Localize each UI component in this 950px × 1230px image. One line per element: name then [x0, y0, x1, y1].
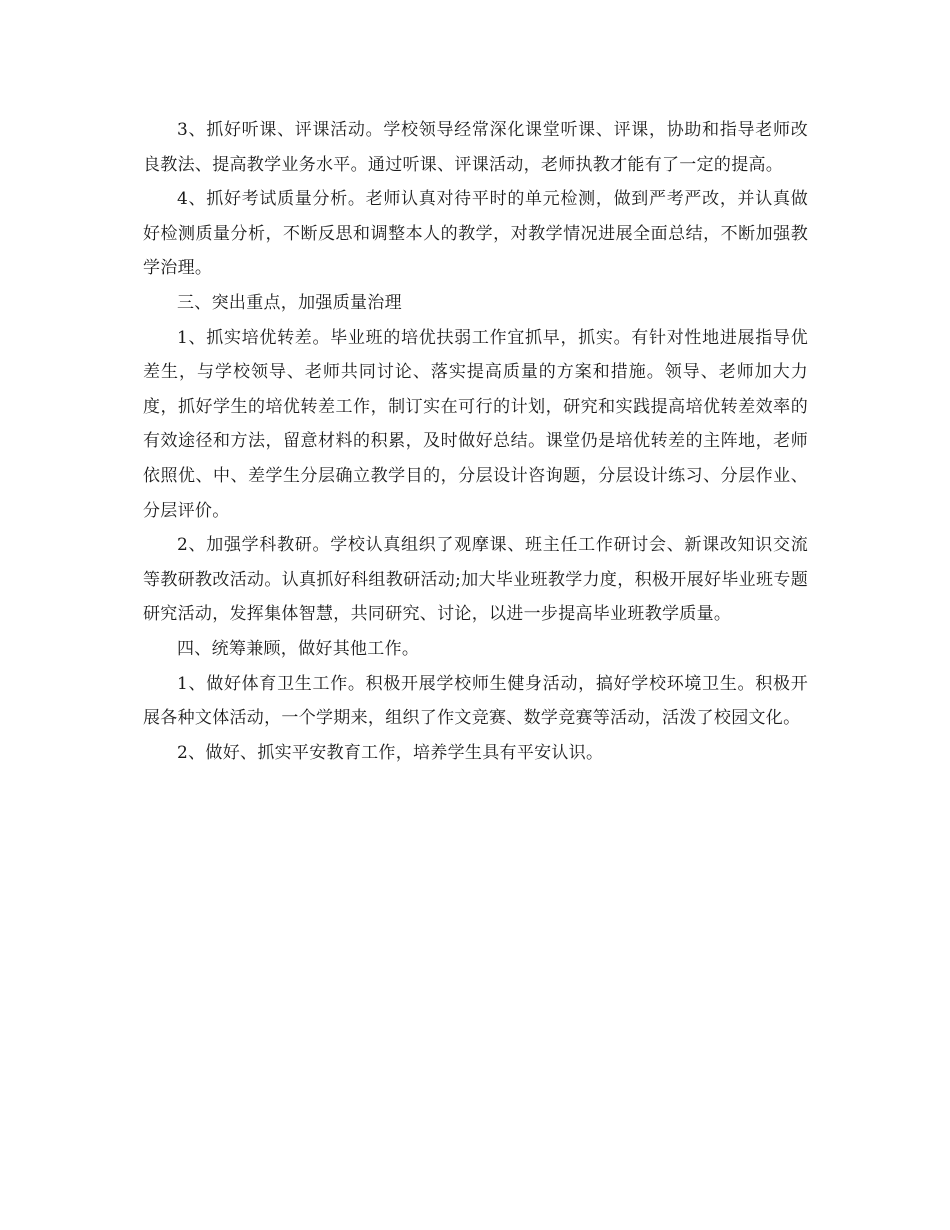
paragraph-sports-health: 1、做好体育卫生工作。积极开展学校师生健身活动，搞好学校环境卫生。积极开展各种文体活动，一个学期来，组织了作文竞赛、数学竞赛等活动，活泼了校园文化。 — [143, 673, 808, 729]
paragraph-tutoring: 1、抓实培优转差。毕业班的培优扶弱工作宜抓早，抓实。有针对性地进展指导优差生，与学校领导、老师共同讨论、落实提高质量的方案和措施。领导、老师加大力度，抓好学生的培优转差工作，制订实在可行的计划，研究和实践提高培优转差效率的有效途径和方法，留意材料的积累，及时做好总结。课堂仍是培优转差的主阵地，老师依照优、中、差学生分层确立教学目的，分层设计咨询题，分层设计练习、分层作业、分层评价。 — [143, 327, 808, 521]
section-heading-quality-management: 三、突出重点，加强质量治理 — [177, 292, 402, 313]
section-heading-other-work: 四、统筹兼顾，做好其他工作。 — [177, 638, 420, 659]
paragraph-exam-analysis: 4、抓好考试质量分析。老师认真对待平时的单元检测，做到严考严改，并认真做好检测质量分析，不断反思和调整本人的教学，对教学情况进展全面总结，不断加强教学治理。 — [143, 189, 808, 279]
paragraph-listening-evaluation: 3、抓好听课、评课活动。学校领导经常深化课堂听课、评课，协助和指导老师改良教法、提高教学业务水平。通过听课、评课活动，老师执教才能有了一定的提高。 — [143, 120, 808, 175]
paragraph-safety-education: 2、做好、抓实平安教育工作，培养学生具有平安认识。 — [177, 742, 604, 763]
document-body — [143, 113, 808, 770]
paragraph-teaching-research: 2、加强学科教研。学校认真组织了观摩课、班主任工作研讨会、新课改知识交流等教研教改活动。认真抓好科组教研活动;加大毕业班教学力度，积极开展好毕业班专题研究活动，发挥集体智慧，共同研究、讨论，以进一步提高毕业班教学质量。 — [143, 535, 808, 625]
